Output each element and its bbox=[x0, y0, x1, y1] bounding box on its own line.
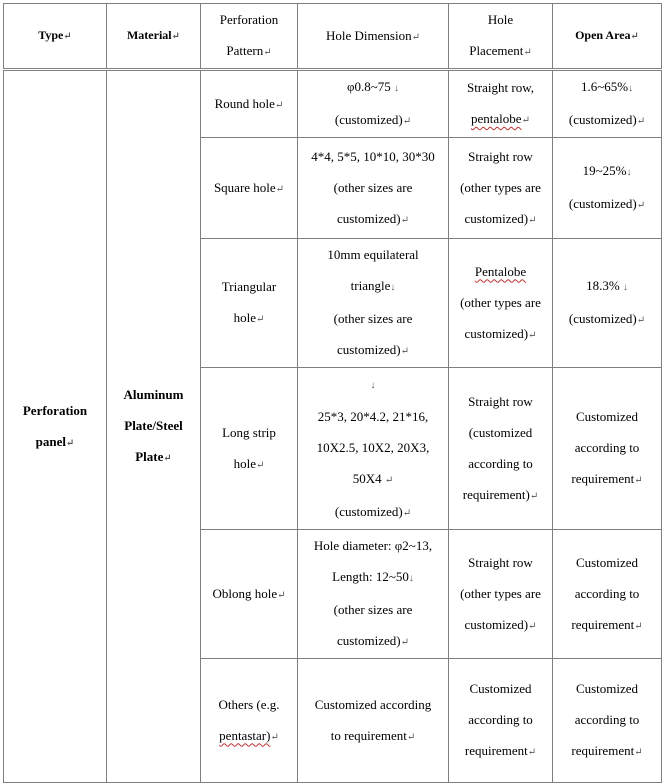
header-material: Material↵ bbox=[107, 4, 201, 70]
placement-line: according to bbox=[468, 712, 533, 727]
dimension-line: customized) bbox=[337, 342, 401, 357]
placement-line: customized) bbox=[464, 210, 529, 226]
placement-line: Straight row bbox=[468, 554, 533, 570]
open-area-line: requirement bbox=[571, 616, 635, 632]
placement-line: (other types are bbox=[460, 585, 541, 601]
pattern-cell: Triangular hole↵ bbox=[201, 239, 298, 368]
perforation-spec-table bbox=[3, 3, 662, 783]
header-type: Type↵ bbox=[4, 4, 107, 70]
type-cell: Perforation panel↵ bbox=[4, 70, 107, 783]
pattern-text: Others (e.g. bbox=[218, 696, 280, 712]
open-area-cell: Customized according to requirement↵ bbox=[553, 368, 662, 530]
dimension-line: 10X2.5, 10X2, 20X3, bbox=[316, 440, 430, 455]
open-area-line: according to bbox=[574, 585, 640, 601]
dimension-line: φ0.8~75 bbox=[346, 79, 391, 94]
material-line1: Aluminum bbox=[123, 387, 184, 402]
dimension-cell: Customized according to requirement↵ bbox=[298, 659, 449, 783]
dimension-line: (other sizes are bbox=[333, 311, 413, 326]
pattern-text: pentastar) bbox=[219, 727, 271, 743]
pattern-cell: Oblong hole↵ bbox=[201, 530, 298, 659]
dimension-line: 4*4, 5*5, 10*10, 30*30 bbox=[311, 148, 435, 164]
pattern-cell: Round hole↵ bbox=[201, 70, 298, 138]
placement-line: Straight row bbox=[468, 148, 533, 164]
material-cell: Aluminum Plate/Steel Plate↵ bbox=[107, 70, 201, 783]
dimension-cell: 10mm equilateral triangle↓ (other sizes are customized)↵ bbox=[298, 239, 449, 368]
header-pattern-line2: Pattern bbox=[226, 43, 264, 58]
dimension-line: Customized according bbox=[314, 696, 432, 712]
open-area-line: 1.6~65% bbox=[580, 79, 629, 94]
header-type-label: Type bbox=[38, 28, 64, 42]
header-dimension-label: Hole Dimension bbox=[326, 27, 412, 43]
placement-line: Pentalobe bbox=[474, 263, 527, 279]
placement-line: (other types are bbox=[460, 179, 541, 195]
open-area-line: Customized bbox=[575, 554, 639, 570]
header-dimension: Hole Dimension↵ bbox=[298, 4, 449, 70]
dimension-line: (customized) bbox=[334, 504, 403, 519]
header-material-label: Material bbox=[126, 28, 172, 42]
pattern-text: hole bbox=[233, 310, 256, 325]
pattern-text: Long strip bbox=[222, 424, 276, 440]
placement-line: (customized bbox=[468, 424, 533, 440]
type-line2: panel bbox=[35, 433, 66, 449]
placement-line: requirement bbox=[464, 743, 528, 758]
open-area-line: (customized) bbox=[568, 311, 637, 326]
pattern-text: Square hole bbox=[213, 179, 276, 195]
placement-cell: Straight row (other types are customized)↵ bbox=[449, 138, 553, 239]
open-area-line: according to bbox=[574, 440, 640, 455]
placement-cell: Straight row, pentalobe↵ bbox=[449, 70, 553, 138]
open-area-cell: 18.3% ↓ (customized)↵ bbox=[553, 239, 662, 368]
header-open-area: Open Area↵ bbox=[553, 4, 662, 70]
dimension-line: customized) bbox=[337, 633, 401, 648]
placement-line: Customized bbox=[469, 681, 532, 696]
placement-cell: Straight row (other types are customized)↵ bbox=[449, 530, 553, 659]
header-row bbox=[4, 4, 662, 70]
open-area-line: 18.3% bbox=[586, 278, 620, 293]
placement-cell: Straight row (customized according to requirement)↵ bbox=[449, 368, 553, 530]
open-area-cell: Customized according to requirement↵ bbox=[553, 659, 662, 783]
dimension-line: Hole diameter: φ2~13, bbox=[313, 538, 433, 553]
pattern-cell: Square hole↵ bbox=[201, 138, 298, 239]
dimension-cell: Hole diameter: φ2~13, Length: 12~50↓ (other sizes are customized)↵ bbox=[298, 530, 449, 659]
header-placement: Hole Placement↵ bbox=[449, 4, 553, 70]
dimension-cell: ↓ 25*3, 20*4.2, 21*16, 10X2.5, 10X2, 20X3, 50X4 ↵ (customized)↵ bbox=[298, 368, 449, 530]
placement-line: customized) bbox=[464, 616, 529, 632]
placement-line: (other types are bbox=[460, 294, 541, 310]
placement-line: requirement) bbox=[462, 486, 530, 502]
open-area-line: (customized) bbox=[568, 112, 637, 127]
dimension-line: 10mm equilateral bbox=[327, 247, 419, 262]
placement-cell: Customized according to requirement↵ bbox=[449, 659, 553, 783]
open-area-cell: Customized according to requirement↵ bbox=[553, 530, 662, 659]
dimension-cell: 4*4, 5*5, 10*10, 30*30 (other sizes are customized)↵ bbox=[298, 138, 449, 239]
header-pattern: Perforation Pattern↵ bbox=[201, 4, 298, 70]
placement-line: according to bbox=[468, 455, 533, 471]
header-open-area-label: Open Area bbox=[575, 28, 631, 42]
pattern-text: Round hole bbox=[214, 95, 275, 111]
open-area-line: according to bbox=[574, 712, 640, 727]
open-area-line: (customized) bbox=[568, 196, 637, 211]
dimension-line: 25*3, 20*4.2, 21*16, bbox=[317, 409, 429, 424]
material-line3: Plate bbox=[135, 449, 164, 464]
open-area-line: requirement bbox=[571, 743, 635, 758]
placement-line: customized) bbox=[464, 325, 529, 341]
pattern-text: Oblong hole bbox=[212, 585, 278, 601]
placement-cell: Pentalobe (other types are customized)↵ bbox=[449, 239, 553, 368]
dimension-line: to requirement bbox=[330, 727, 407, 743]
dimension-line: (other sizes are bbox=[333, 602, 413, 617]
dimension-line: customized) bbox=[337, 210, 401, 226]
dimension-cell: φ0.8~75 ↓ (customized)↵ bbox=[298, 70, 449, 138]
open-area-line: requirement bbox=[571, 471, 635, 486]
table-row bbox=[4, 70, 662, 138]
pattern-cell: Long strip hole↵ bbox=[201, 368, 298, 530]
placement-line: pentalobe bbox=[471, 111, 522, 126]
placement-line: Straight row, bbox=[466, 80, 535, 95]
placement-line: Straight row bbox=[468, 393, 533, 409]
type-line1: Perforation bbox=[22, 402, 88, 418]
open-area-cell: 1.6~65%↓ (customized)↵ bbox=[553, 70, 662, 138]
dimension-line: (other sizes are bbox=[333, 179, 413, 195]
pattern-text: hole bbox=[233, 455, 256, 471]
open-area-line: Customized bbox=[575, 681, 639, 696]
header-pattern-line1: Perforation bbox=[219, 12, 279, 27]
material-line2: Plate/Steel bbox=[124, 418, 183, 433]
dimension-line: (customized) bbox=[334, 112, 403, 127]
open-area-cell: 19~25%↓ (customized)↵ bbox=[553, 138, 662, 239]
open-area-line: Customized bbox=[575, 409, 639, 424]
header-placement-line1: Hole bbox=[487, 12, 514, 27]
dimension-line: 50X4 bbox=[352, 471, 382, 486]
header-placement-line2: Placement bbox=[469, 43, 524, 58]
pattern-cell: Others (e.g. pentastar)↵ bbox=[201, 659, 298, 783]
pattern-text: Triangular bbox=[221, 279, 277, 294]
dimension-line: triangle bbox=[350, 278, 391, 293]
dimension-line: Length: 12~50 bbox=[332, 569, 409, 584]
open-area-line: 19~25% bbox=[582, 163, 627, 178]
